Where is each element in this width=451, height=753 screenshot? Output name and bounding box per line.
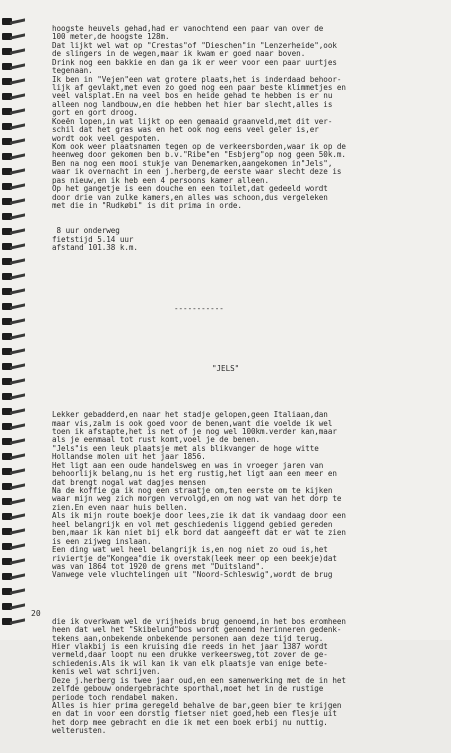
text-line: zien.En even naar huis bellen. [52, 503, 188, 512]
binding-ring [2, 228, 24, 235]
text-line: met die in "Rudkøbi" is dit prima in orde. [52, 202, 242, 211]
binding-ring [2, 258, 24, 265]
binding-ring [2, 618, 24, 625]
text-line: 100 meter,de hoogste 128m. [52, 33, 170, 42]
binding-ring [2, 183, 24, 190]
text-line: kenis wel wat schrijven. [52, 668, 161, 677]
text-line: tegenaan. [52, 67, 93, 76]
binding-ring [2, 168, 24, 175]
text-line: alleen nog landbouw,en die hebben het hier bar slecht,alles is [52, 100, 333, 109]
text-line: Koeën lopen,in wat lijkt op een gemaaid graanveld,met dit ver- [52, 117, 333, 126]
binding-ring [2, 288, 24, 295]
binding-ring [2, 378, 24, 385]
text-line: riviertje de"Kongea"die ik overstak(leek meer op een beekje)dat [52, 554, 337, 563]
stats-block [52, 227, 444, 252]
binding-ring [2, 63, 24, 70]
text-line: welterusten. [52, 727, 107, 736]
binding-ring [2, 108, 24, 115]
text-line: periode toch rendabel maken. [52, 693, 179, 702]
text-line: toen ik afstapte,het is net of je nog wel 100km.verder kan,maar [52, 427, 337, 436]
text-line: Hier vlakbij is een kruising die reeds in het jaar 1387 wordt [52, 642, 328, 651]
text-line: als je eenmaal tot rust komt,voel je de benen. [52, 436, 261, 445]
block-3 [52, 618, 444, 736]
text-line: gort en gort droog. [52, 109, 138, 118]
text-line: en dat in voor een dorstig fietser niet goed,heb een flesje uit [52, 710, 337, 719]
separator: ----------- [174, 304, 224, 313]
text-line: Kom ook weer plaatsnamen tegen op de verkeersborden,waar ik op de [52, 143, 346, 152]
text-line: Als ik mijn route boekje door lees,zie ik dat ik vandaag door een [52, 512, 346, 521]
binding-ring [2, 453, 24, 460]
binding-ring [2, 543, 24, 550]
text-line: Hollandse molen uit het jaar 1856. [52, 453, 206, 462]
binding-ring [2, 333, 24, 340]
text-line: Ben na nog een mooi stukje van Denemarken,aangekomen in"Jels", [52, 159, 333, 168]
text-line: die ik overkwam wel de vrijheids brug genoemd,in het bos eromheen [52, 617, 346, 626]
binding-ring [2, 93, 24, 100]
binding-ring [2, 198, 24, 205]
text-line: maar vis,zalm is ook goed voor de benen,want die voelde ik wel [52, 419, 333, 428]
text-line: dat brengt nogal wat dagjes mensen [52, 478, 206, 487]
text-line: Een ding wat wel heel belangrijk is,en nog niet zo oud is,het [52, 546, 328, 555]
text-line: afstand 101.38 k.m. [52, 244, 138, 253]
text-line: door drie van zulke kamers,en alles was schoon,dus vergeleken [52, 193, 328, 202]
binding-ring [2, 528, 24, 535]
binding-ring [2, 153, 24, 160]
text-line: het dorp mee gebracht en die ik met een boek erbij nu nuttig. [52, 718, 328, 727]
text-line: 8 uur onderweg [52, 227, 120, 236]
binding-ring [2, 438, 24, 445]
text-line: heel belangrijk en vol met geschiedenis liggend gebied gereden [52, 520, 333, 529]
page-text [52, 8, 444, 753]
text-line: schiedenis.Als ik wil kan ik van elk plaatsje van enige bete- [52, 659, 328, 668]
binding-ring [2, 33, 24, 40]
text-line: de slingers in de wegen,maar ik kwam er goed naar boven. [52, 50, 306, 59]
text-line: zelfde gebouw ondergebrachte sporthal,moet het in de rustige [52, 685, 324, 694]
text-line: Ik ben in "Vejen"een wat grotere plaats,het is inderdaad behoor- [52, 75, 342, 84]
block-1 [52, 25, 444, 211]
text-line: heen dat wel het "Skibelund"bos wordt genoemd herinneren gedenk- [52, 626, 342, 635]
binding-ring [2, 588, 24, 595]
binding-ring [2, 603, 24, 610]
binding-ring [2, 468, 24, 475]
binding-ring [2, 303, 24, 310]
binding-ring [2, 498, 24, 505]
text-line: "Jels"is een leuk plaatsje met als blikvanger de hoge witte [52, 444, 319, 453]
binding-ring [2, 363, 24, 370]
text-line: hoogste heuvels gehad,had er vanochtend een paar van over de [52, 24, 324, 33]
spiral-binding [0, 18, 30, 640]
text-line: Lekker gebadderd,en naar het stadje gelopen,geen Italiaan,dan [52, 411, 328, 420]
binding-ring [2, 18, 24, 25]
text-line: fietstijd 5.14 uur [52, 235, 134, 244]
text-line: tekens aan,onbekende onbekende personen aan deze tijd terug. [52, 634, 324, 643]
text-line: Deze j.herberg is twee jaar oud,en een samenwerking met de in het [52, 676, 346, 685]
text-line: was van 1864 tot 1920 de grens met "Duitsland". [52, 562, 265, 571]
binding-ring [2, 348, 24, 355]
section-title: "JELS" [212, 364, 240, 373]
text-line: heenweg door gekomen ben b.v."Ribe"en "Esbjerg"op nog geen 50k.m. [52, 151, 346, 160]
text-line: Het ligt aan een oude handelsweg en was in vroeger jaren van [52, 461, 324, 470]
text-line: ben,maar ik kan niet bij elk bord dat aangeeft dat er wat te zien [52, 529, 346, 538]
binding-ring [2, 138, 24, 145]
binding-ring [2, 513, 24, 520]
text-line: schil dat het gras was en het ook nog eens veel geler is,er [52, 126, 319, 135]
text-line: Na de koffie ga ik nog een straatje om,ten eerste om te kijken [52, 487, 333, 495]
page-number: 20 [31, 609, 41, 618]
text-line: pas nieuw,en ik heb een 4 persoons kamer alleen. [52, 176, 270, 185]
text-line: vermeld,daar loopt nu een drukke verkeersweg,tot zover de ge- [52, 651, 328, 660]
binding-ring [2, 48, 24, 55]
binding-ring [2, 483, 24, 490]
text-line: wordt ook veel gespoten. [52, 134, 161, 143]
text-line: Alles is hier prima geregeld behalve de bar,geen bier te krijgen [52, 702, 342, 710]
binding-ring [2, 78, 24, 85]
binding-ring [2, 273, 24, 280]
binding-ring [2, 393, 24, 400]
text-line: Op het gangetje is een douche en een toilet,dat gedeeld wordt [52, 185, 328, 194]
block-2 [52, 411, 444, 580]
binding-ring [2, 213, 24, 220]
text-line: Drink nog een bakkie en dan ga ik er weer voor een paar uurtjes [52, 58, 337, 67]
binding-ring [2, 408, 24, 415]
text-line: behoorlijk belang,nu is het erg rustig,het ligt aan een meer en [52, 470, 337, 479]
text-line: Vanwege vele vluchtelingen uit "Noord-Schleswig",wordt de brug [52, 571, 333, 580]
text-line: waar mijn weg zich morgen vervolgd,en om nog wat van het dorp te [52, 495, 342, 504]
binding-ring [2, 243, 24, 250]
binding-ring [2, 573, 24, 580]
text-line: lijk af gevlakt,met even zo goed nog een paar beste klimmetjes en [52, 83, 346, 92]
text-line: waar ik overnacht in een j.herberg,de eerste waar slecht deze is [52, 168, 342, 177]
binding-ring [2, 423, 24, 430]
binding-ring [2, 558, 24, 565]
binding-ring [2, 123, 24, 130]
text-line: is een zijweg inslaan. [52, 537, 152, 546]
text-line: veel valsplat.En na veel bos en heide gehad te hebben is er nu [52, 92, 333, 101]
binding-ring [2, 318, 24, 325]
text-line: Dat lijkt wel wat op "Crestas"of "Dieschen"in "Lenzerheide",ook [52, 41, 337, 50]
